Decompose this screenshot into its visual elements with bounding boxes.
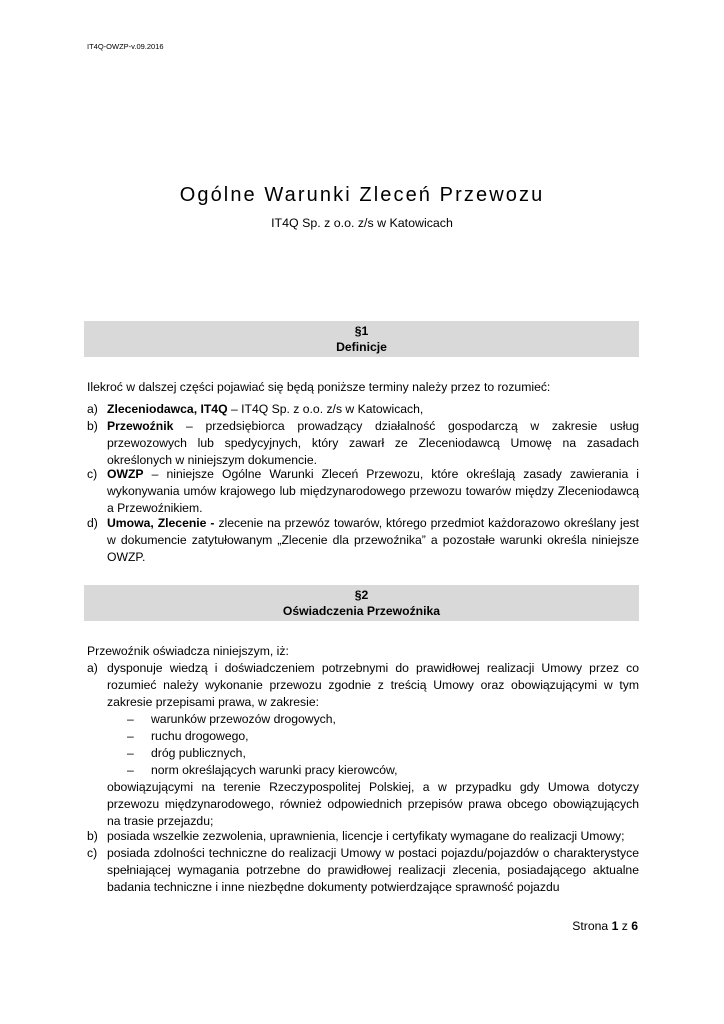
item-label: a)	[87, 661, 98, 675]
of-word: z	[621, 919, 628, 933]
document-subtitle: IT4Q Sp. z o.o. z/s w Katowicach	[271, 216, 453, 230]
statement-item-c	[87, 845, 639, 896]
definition-term: Umowa, Zlecenie -	[107, 516, 215, 530]
definition-text: – niniejsze Ogólne Warunki Zleceń Przewozu, które określają zasady zawierania i wykonywania umów krajowego lub międzynarodowego przewozu towarów między Zleceniodawcą a Przewoźnikiem.	[107, 467, 639, 515]
definition-item-a	[87, 401, 639, 418]
sublist-item	[127, 711, 527, 728]
statement-item-a	[87, 660, 639, 711]
document-code: IT4Q-OWZP-v.09.2016	[87, 42, 164, 51]
section-1-number: §1	[354, 324, 369, 338]
item-label: d)	[87, 516, 98, 530]
sublist-text: norm określających warunki pracy kierowców,	[151, 763, 398, 777]
total-pages: 6	[631, 919, 638, 933]
page-number	[572, 918, 638, 935]
dash-bullet: –	[127, 763, 134, 777]
sublist-text: ruchu drogowego,	[151, 729, 249, 743]
item-label: c)	[87, 467, 98, 481]
section-2-intro: Przewoźnik oświadcza niniejszym, iż:	[87, 644, 289, 658]
definition-text: – przedsiębiorca prowadzący działalność gospodarczą w zakresie usług przewozowych lub spedycyjnych, który zawarł ze Zleceniodawcą Umowę na zasadach określonych w niniejszym dokumencie.	[107, 419, 639, 467]
item-label: a)	[87, 402, 98, 416]
section-1-intro: Ilekroć w dalszej części pojawiać się będą poniższe terminy należy przez to rozumieć:	[87, 380, 551, 394]
sublist-item	[127, 745, 527, 762]
section-2-heading: Oświadczenia Przewoźnika	[282, 604, 441, 618]
dash-bullet: –	[127, 712, 134, 726]
definition-text: zlecenie na przewóz towarów, którego przedmiot każdorazowo określany jest w dokumencie zatytułowanym „Zlecenie dla przewoźnika” a pozostałe warunki określa niniejsze OWZP.	[107, 516, 639, 564]
statement-item-a-continuation: obowiązującymi na terenie Rzeczypospolitej Polskiej, a w przypadku gdy Umowa dotyczy przewozu międzynarodowego, również odpowiednich przepisów prawa obcego obowiązujących na trasie przejazdu;	[107, 780, 639, 828]
section-2-number: §2	[354, 588, 369, 602]
sublist-item	[127, 728, 527, 745]
section-1-header	[84, 321, 639, 357]
page-word: Strona	[572, 919, 609, 933]
item-label: b)	[87, 419, 98, 433]
definition-item-d	[87, 515, 639, 566]
statement-item-b	[87, 828, 639, 845]
current-page: 1	[611, 919, 619, 933]
definition-term: Przewoźnik	[107, 419, 174, 433]
dash-bullet: –	[127, 729, 134, 743]
statement-text: posiada zdolności techniczne do realizacji Umowy w postaci pojazdu/pojazdów o charakterystyce spełniającej wymagania potrzebne do prawidłowej realizacji zlecenia, posiadającego aktualne badania techniczne i inne niezbędne dokumenty potwierdzające sprawność pojazdu	[107, 846, 639, 894]
definition-item-c	[87, 466, 639, 517]
dash-bullet: –	[127, 746, 134, 760]
item-label: c)	[87, 846, 98, 860]
sublist-item	[127, 762, 527, 779]
section-1-heading: Definicje	[336, 340, 387, 354]
definition-term: OWZP	[107, 467, 144, 481]
sublist-text: dróg publicznych,	[151, 746, 246, 760]
statement-text: posiada wszelkie zezwolenia, uprawnienia, licencje i certyfikaty wymagane do realizacji Umowy;	[107, 829, 625, 843]
definition-term: Zleceniodawca, IT4Q	[107, 402, 228, 416]
sublist-text: warunków przewozów drogowych,	[151, 712, 336, 726]
definition-text: – IT4Q Sp. z o.o. z/s w Katowicach,	[227, 402, 424, 416]
item-label: b)	[87, 829, 98, 843]
section-2-header	[84, 585, 639, 621]
definition-item-b	[87, 418, 639, 469]
statement-text: dysponuje wiedzą i doświadczeniem potrzebnymi do prawidłowej realizacji Umowy przez co rozumieć należy wykonanie przewozu zgodnie z treścią Umowy oraz obowiązującymi w tym zakresie przepisami prawa, w zakresie:	[107, 661, 639, 709]
document-title: Ogólne Warunki Zleceń Przewozu	[179, 184, 545, 206]
